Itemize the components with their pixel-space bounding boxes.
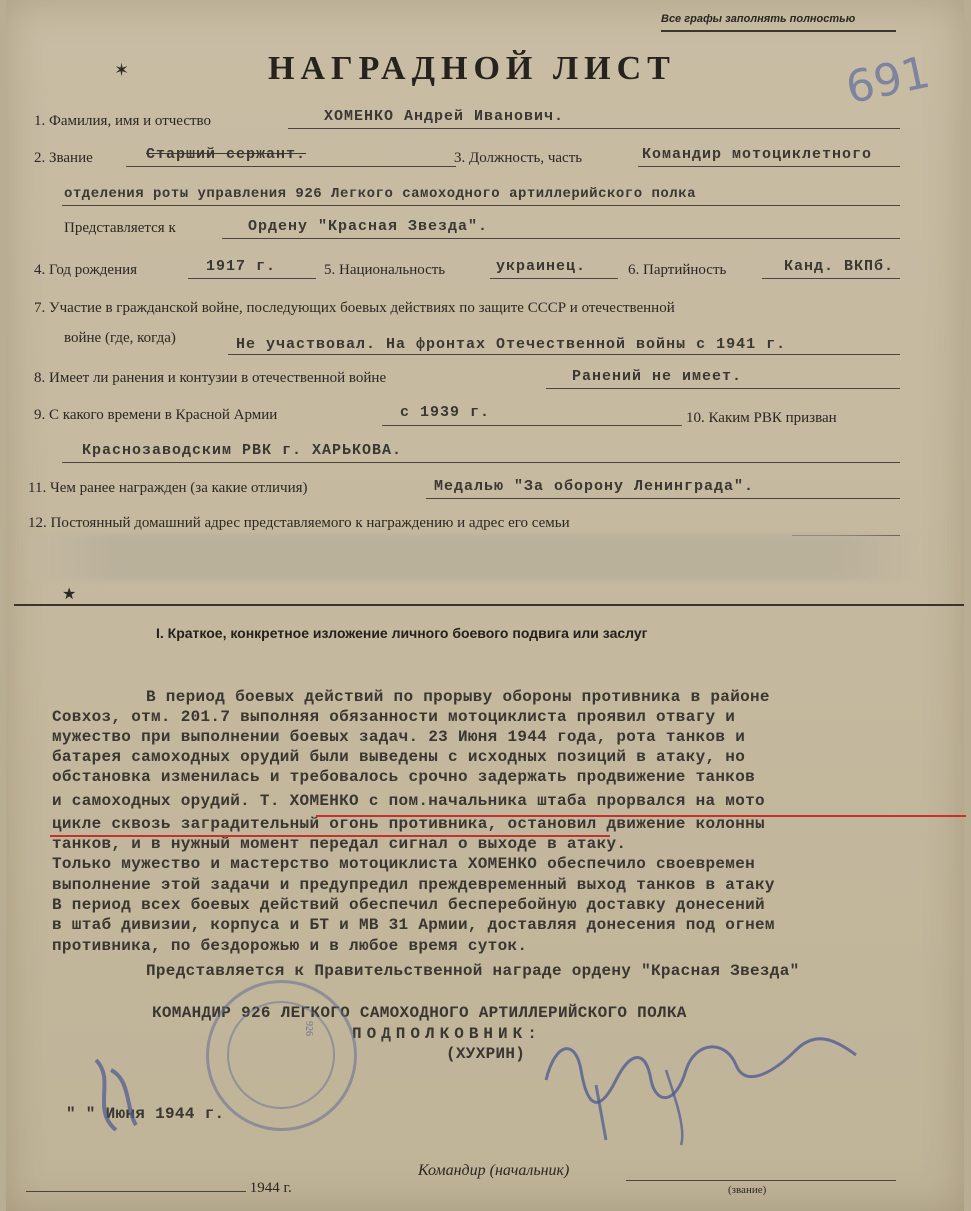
redacted-address xyxy=(26,534,926,580)
commander-line: КОМАНДИР 926 ЛЕГКОГО САМОХОДНОГО АРТИЛЛЕРИЙСКОГО ПОЛКА xyxy=(152,1004,687,1022)
body-line: в штаб дивизии, корпуса и БТ и МВ 31 Армии, доставляя донесения под огнем xyxy=(52,916,775,934)
body-line: цикле сквозь заградительный огонь противника, остановил движение колонны xyxy=(52,815,765,833)
body-line: обстановка изменилась и требовалось срочно задержать продвижение танков xyxy=(52,768,756,786)
body-line: В период всех боевых действий обеспечил бесперебойную доставку донесений xyxy=(52,896,765,914)
field-11-label: 11. Чем ранее награжден (за какие отличия) xyxy=(28,480,308,496)
field-1-label: 1. Фамилия, имя и отчество xyxy=(34,113,212,129)
section-divider xyxy=(14,604,964,606)
field-4-value: 1917 г. xyxy=(206,258,277,275)
official-stamp xyxy=(206,980,357,1131)
field-10-label: 10. Каким РВК призван xyxy=(686,410,837,426)
star-mark-icon: ✶ xyxy=(114,60,130,80)
signature xyxy=(536,1010,866,1150)
field-7-line xyxy=(228,354,900,355)
star-mark-icon: ★ xyxy=(62,586,77,603)
header-note: Все графы заполнять полностью xyxy=(661,13,856,25)
field-4-line xyxy=(188,278,316,279)
presented-value: Ордену "Красная Звезда". xyxy=(248,218,489,235)
body-line: Совхоз, отм. 201.7 выполняя обязанности мотоциклиста проявил отвагу и xyxy=(52,708,736,726)
field-8-line xyxy=(546,388,900,389)
field-11-value: Медалью "За оборону Ленинграда". xyxy=(434,478,755,495)
field-8-label: 8. Имеет ли ранения и контузии в отечественной войне xyxy=(34,370,387,386)
field-3-line xyxy=(638,166,900,167)
footer-rank-label: (звание) xyxy=(728,1184,767,1196)
field-3-continuation: отделения роты управления 926 Легкого самоходного артиллерийского полка xyxy=(64,186,696,202)
body-line: и самоходных орудий. Т. ХОМЕНКО с пом.начальника штаба прорвался на мото xyxy=(52,792,765,810)
field-4-label: 4. Год рождения xyxy=(34,262,138,278)
footer-date-line xyxy=(26,1180,292,1197)
field-8-value: Ранений не имеет. xyxy=(572,368,743,385)
presented-label: Представляется к xyxy=(64,220,176,236)
field-3-cont-line xyxy=(62,205,900,206)
field-10-value: Краснозаводским РВК г. ХАРЬКОВА. xyxy=(82,442,403,459)
field-9-value: с 1939 г. xyxy=(400,404,491,421)
field-3-label: 3. Должность, часть xyxy=(454,150,583,166)
field-6-line xyxy=(762,278,900,279)
body-line: танков, и в нужный момент передал сигнал о выходе в атаку. xyxy=(52,835,627,853)
commander-rank: ПОДПОЛКОВНИК: xyxy=(352,1025,542,1043)
body-line: выполнение этой задачи и предупредил преждевременный выход танков в атаку xyxy=(52,876,775,894)
field-7-label: 7. Участие в гражданской войне, последующих боевых действиях по защите СССР и отечественной xyxy=(34,300,675,316)
body-line: Представляется к Правительственной награде ордену "Красная Звезда" xyxy=(146,962,800,980)
field-6-value: Канд. ВКПб. xyxy=(784,258,895,275)
field-5-line xyxy=(490,278,618,279)
section-heading: I. Краткое, конкретное изложение личного боевого подвига или заслуг xyxy=(156,625,648,641)
field-9-line xyxy=(382,425,682,426)
body-line: Только мужество и мастерство мотоциклиста ХОМЕНКО обеспечило своевремен xyxy=(52,855,756,873)
footer-commander-label: Командир (начальник) xyxy=(418,1162,570,1179)
footer-commander-line xyxy=(626,1180,896,1181)
field-2-value: Старший сержант. xyxy=(146,146,307,163)
header-note-underline xyxy=(661,30,896,32)
field-6-label: 6. Партийность xyxy=(628,262,727,278)
body-line: противника, по бездорожью и в любое время суток. xyxy=(52,937,528,955)
field-1-line xyxy=(288,128,900,129)
field-1-value: ХОМЕНКО Андрей Иванович. xyxy=(324,108,565,125)
field-9-label: 9. С какого времени в Красной Армии xyxy=(34,407,278,423)
body-line: батарея самоходных орудий были выведены с исходных позиций в атаку, но xyxy=(52,748,746,766)
field-12-label: 12. Постоянный домашний адрес представляемого к награждению и адрес его семьи xyxy=(28,515,570,531)
stamp-number: 926 xyxy=(303,1021,314,1036)
footer-year: 1944 г. xyxy=(249,1180,292,1196)
red-underline xyxy=(50,835,610,837)
field-11-line xyxy=(426,498,900,499)
field-2-label: 2. Звание xyxy=(34,150,93,166)
archive-number: 691 xyxy=(841,46,935,115)
initials-mark xyxy=(86,1050,146,1140)
presented-line xyxy=(222,238,900,239)
field-3-value: Командир мотоциклетного xyxy=(642,146,873,163)
field-5-label: 5. Национальность xyxy=(324,262,446,278)
field-7-label-cont: войне (где, когда) xyxy=(64,330,176,346)
award-sheet xyxy=(6,0,964,1211)
commander-name: (ХУХРИН) xyxy=(446,1045,526,1063)
body-line: мужество при выполнении боевых задач. 23 Июня 1944 года, рота танков и xyxy=(52,728,746,746)
section-date: " " Июня 1944 г. xyxy=(66,1105,225,1123)
field-2-line xyxy=(126,166,456,167)
field-5-value: украинец. xyxy=(496,258,587,275)
red-underline xyxy=(316,815,966,817)
page-title: НАГРАДНОЙ ЛИСТ xyxy=(268,50,676,87)
body-line: В период боевых действий по прорыву обороны противника в районе xyxy=(146,688,770,706)
field-7-value: Не участвовал. На фронтах Отечественной войны с 1941 г. xyxy=(236,336,787,353)
field-10-line xyxy=(62,462,900,463)
